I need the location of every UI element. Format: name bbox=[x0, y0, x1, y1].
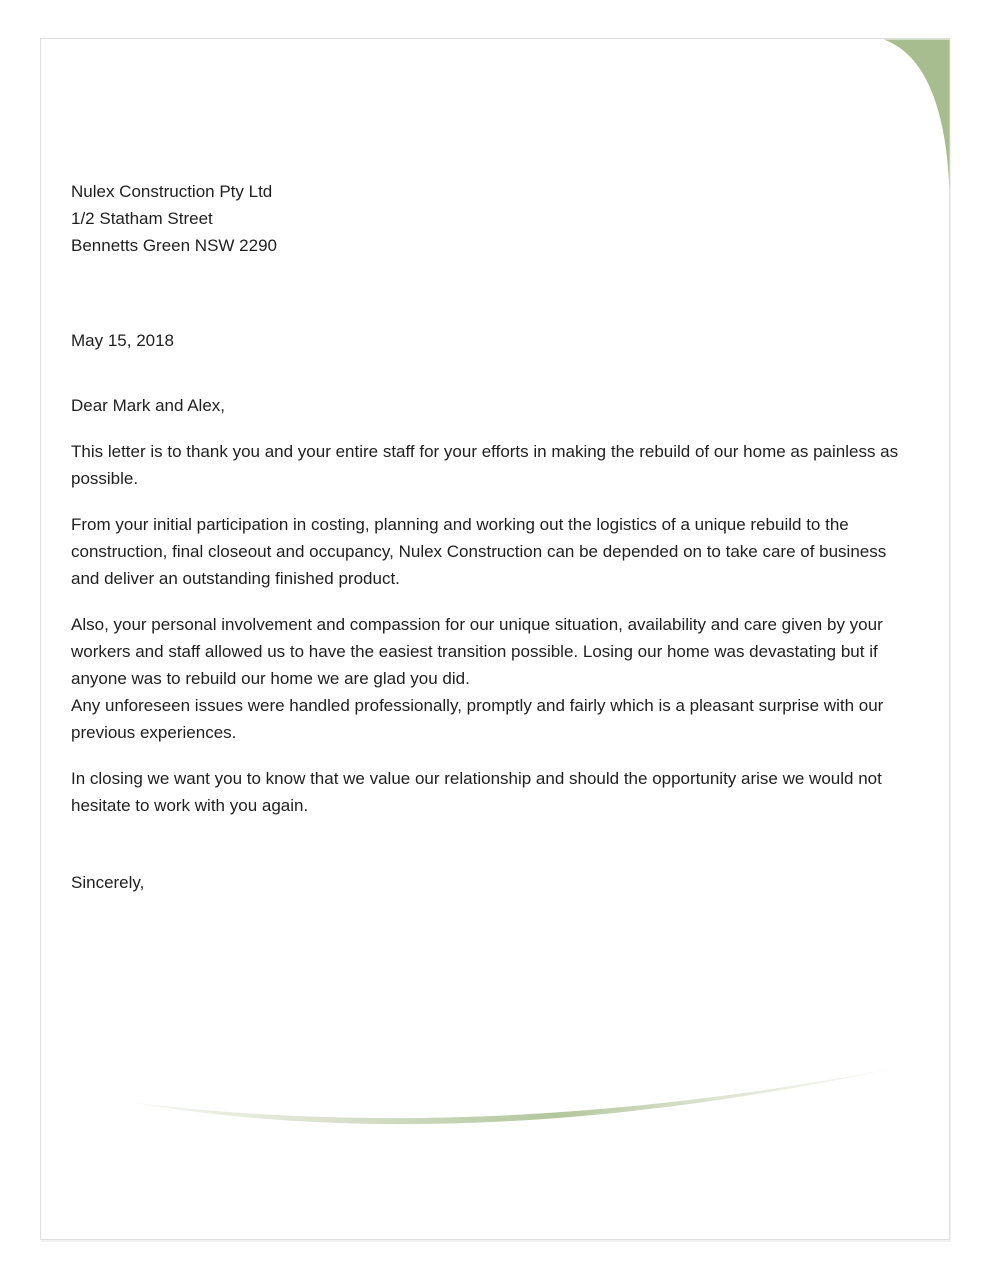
sender-address-block bbox=[71, 178, 919, 259]
body-paragraph-3: Also, your personal involvement and compassion for our unique situation, availability and care given by your workers and staff allowed us to have the easiest transition possible. Losing our home was devastating but if anyone was to rebuild our home we are glad you did. bbox=[71, 615, 883, 688]
letter-date: May 15, 2018 bbox=[71, 331, 175, 350]
sender-name: Nulex Construction Pty Ltd bbox=[71, 182, 273, 201]
salutation: Dear Mark and Alex, bbox=[71, 396, 226, 415]
body-paragraph-5: In closing we want you to know that we value our relationship and should the opportunity arise we would not hesitate to work with you again. bbox=[71, 769, 882, 815]
sender-street: 1/2 Statham Street bbox=[71, 209, 213, 228]
letter-body bbox=[71, 178, 919, 896]
body-paragraph-4: Any unforeseen issues were handled professionally, promptly and fairly which is a pleasant surprise with our previous experiences. bbox=[71, 696, 884, 742]
body-paragraph-2: From your initial participation in costing, planning and working out the logistics of a unique rebuild to the construction, final closeout and occupancy, Nulex Construction can be depended on to take care of business and deliver an outstanding finished product. bbox=[71, 515, 887, 588]
body-paragraph-1: This letter is to thank you and your entire staff for your efforts in making the rebuild of our home as painless as possible. bbox=[71, 442, 899, 488]
sender-city: Bennetts Green NSW 2290 bbox=[71, 236, 278, 255]
closing-sign-off: Sincerely, bbox=[71, 873, 145, 892]
